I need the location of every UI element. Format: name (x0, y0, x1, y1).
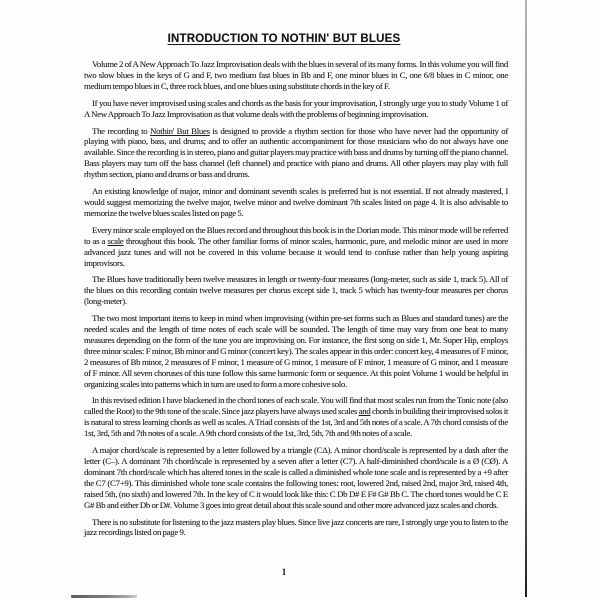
text-segment: If you have never improvised using scales and chords as the basis for your improvisation, I strongly urge you to study Volume 1 of A New Approach To Jazz Improvisation as that volume deals with the problems of beginning improvisation. (84, 97, 508, 119)
text-segment: An existing knowledge of major, minor and dominant seventh scales is preferred but is not essential. If not already mastered, I would suggest memorizing the twelve major, twelve minor and twelve dominant 7th scales listed on page 4. It is also advisable to memorize the twelve blues scales listed on page 5. (84, 186, 508, 218)
text-segment: The two most important items to keep in mind when improvising (within pre-set forms such as Blues and standard tunes) are the needed scales and the length of time notes of each scale will be sounded. The length of time may vary from one beat to many measures depending on the form of the tune you are improvising on. For instance, the first song on side 1, Mr. Super Hip, employs three minor scales: F minor, Bb minor and G minor (concert key). The scales appear in this order: concert key, 4 measures of F minor, 2 measures of Bb minor, 2 measures of F minor, 1 measure of G minor, 1 measure of F minor, 1 measure of G minor, and 1 measure of F minor. All seven choruses of this tune follow this same harmonic form or sequence. At this point Volume 1 would be helpful in organizing scales into patterns which in turn are used to form a more cohesive solo. (84, 313, 508, 389)
paragraph (84, 395, 508, 439)
page-number: 1 (281, 568, 287, 578)
underlined-text: Nothin' But Blues (150, 125, 210, 136)
paragraph (84, 274, 508, 307)
underlined-text: scale (107, 235, 124, 246)
paragraph (84, 98, 508, 120)
page-title: INTRODUCTION TO NOTHIN' BUT BLUES (167, 33, 401, 45)
body-text (84, 59, 508, 544)
text-segment: Volume 2 of A New Approach To Jazz Improvisation deals with the blues in several of its many forms. In this volume you will find two slow blues in the keys of G and F, two medium fast blues in Bb and F, one minor blues in C, one 6/8 blues in C minor, one medium tempo blues in C, three rock blues, and one blues using substitute chords in the key of F. (84, 59, 508, 91)
paragraph (84, 186, 508, 219)
text-segment: Every minor scale employed on the Blues record and throughout this book is in the Dorian mode. This minor mode will be referred to as a (84, 224, 508, 246)
paragraph (84, 225, 508, 269)
paragraph (84, 59, 508, 92)
paragraph (84, 313, 508, 389)
text-segment: There is no substitute for listening to the jazz masters play blues. Since live jazz concerts are rare, I strongly urge you to listen to the jazz recordings listed on page 9. (84, 516, 508, 538)
text-segment: chords in building their improvised solos it is natural to stress learning chords as well as scales. A Triad consists of the 1st, 3rd and 5th notes of a scale. A 7th chord consists of the 1st, 3rd, 5th and 7th notes of a scale. A 9th chord consists of the 1st, 3rd, 5th, 7th and 9th notes of a scale. (84, 406, 508, 439)
paragraph (84, 445, 508, 510)
text-segment: is designed to provide a rhythm section for those who have never had the opportunity of playing with piano, bass, and drums; and to offer an authentic accompaniment for those musicians who do not always have one available. Since the recording is in stereo, piano and guitar players may practice with bass and drums by turning off the piano channel. Bass players may turn off the bass channel (left channel) and practice with piano and drums. All other players may play with full rhythm section, piano and drums or bass and drums. (84, 125, 508, 180)
text-segment: throughout this book. The other familiar forms of minor scales, harmonic, pure, and melodic minor are used in more advanced jazz tunes and will not be covered in this volume because it would tend to confuse rather than help young aspiring improvisors. (84, 235, 508, 268)
paragraph (84, 126, 508, 181)
text-segment: The Blues have traditionally been twelve measures in length or twenty-four measures (long-meter, such as side 1, track 5). All of the blues on this recording contain twelve measures per chorus except side 1, track 5 which has twenty-four measures per chorus (long-meter). (84, 274, 508, 307)
scan-artifact-bar (71, 595, 137, 598)
text-segment: The recording to (92, 125, 151, 136)
scan-page-edge-line (525, 0, 527, 597)
text-segment: In this revised edition I have blackened in the chord tones of each scale. You will find that most scales run from the Tonic note (also called the Root) to the 9th tone of the scale. Since jazz players have always used scales (84, 395, 508, 417)
underlined-text: and (358, 406, 371, 417)
paragraph (84, 517, 508, 539)
text-segment: A major chord/scale is represented by a letter followed by a triangle (CΔ). A minor chord/scale is represented by a dash after the letter (C–). A dominant 7th chord/scale is represented by a seven after a letter (C7). A half-diminished chord/scale is a Ø (CØ). A dominant 7th chord/scale which has altered tones in the scale is called a diminished whole tone scale and is represented by a +9 after the C7 (C7+9). This diminished whole tone scale contains the following tones: root, lowered 2nd, raised 2nd, major 3rd, raised 4th, raised 5th, (no sixth) and lowered 7th. In the key of C it would look like this: C Db D# E F# G# Bb C. The chord tones would be C E G# Bb and either Db or D#. Volume 3 goes into great detail about this scale sound and other more advanced jazz scales and chords. (84, 445, 508, 510)
